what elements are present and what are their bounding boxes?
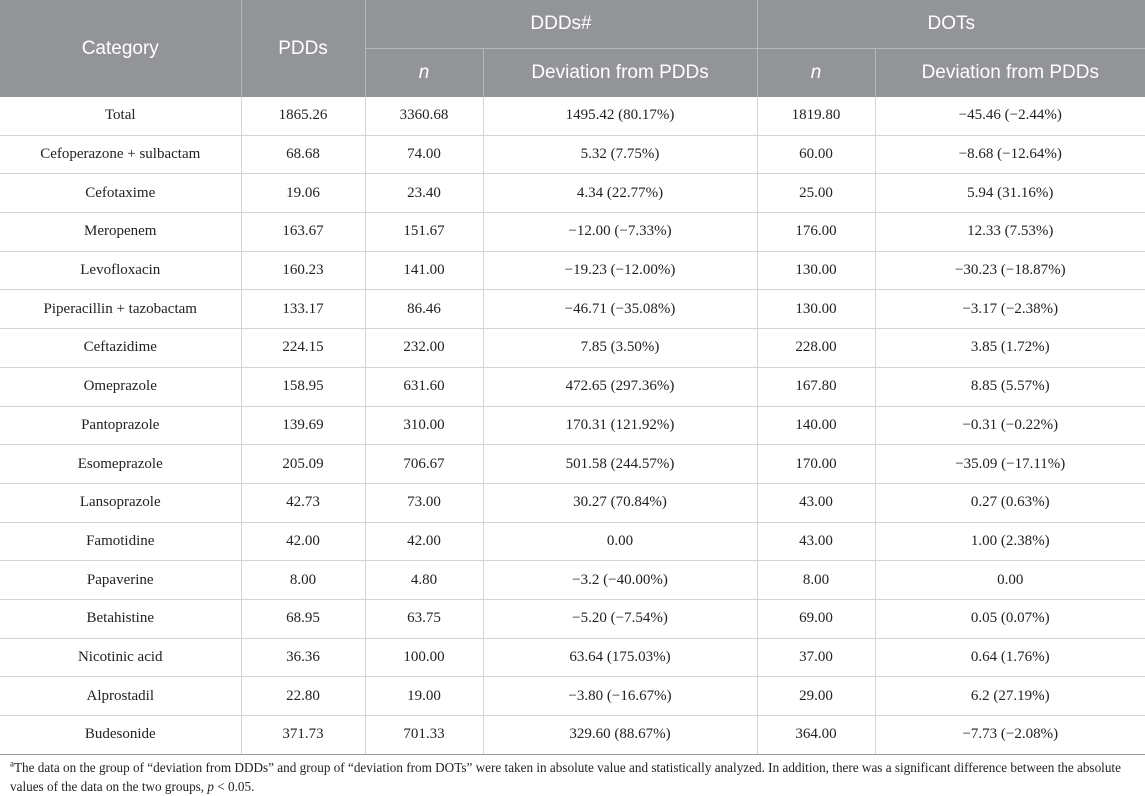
cell-category: Esomeprazole <box>0 445 241 484</box>
cell-dots-deviation: −45.46 (−2.44%) <box>875 97 1145 135</box>
cell-ddds-n: 19.00 <box>365 677 483 716</box>
cell-ddds-n: 631.60 <box>365 367 483 406</box>
cell-dots-n: 43.00 <box>757 522 875 561</box>
cell-ddds-deviation: −3.80 (−16.67%) <box>483 677 757 716</box>
cell-ddds-deviation: −3.2 (−40.00%) <box>483 561 757 600</box>
header-dots-group: DOTs <box>757 0 1145 49</box>
table-row <box>0 716 1145 755</box>
table-row <box>0 599 1145 638</box>
cell-pdds: 224.15 <box>241 329 365 368</box>
cell-category: Betahistine <box>0 599 241 638</box>
cell-ddds-n: 74.00 <box>365 135 483 174</box>
cell-ddds-n: 86.46 <box>365 290 483 329</box>
table-row <box>0 97 1145 135</box>
cell-pdds: 1865.26 <box>241 97 365 135</box>
cell-dots-n: 25.00 <box>757 174 875 213</box>
cell-category: Omeprazole <box>0 367 241 406</box>
cell-dots-n: 29.00 <box>757 677 875 716</box>
table-row <box>0 174 1145 213</box>
header-row-1 <box>0 0 1145 49</box>
cell-category: Lansoprazole <box>0 483 241 522</box>
cell-dots-deviation: 3.85 (1.72%) <box>875 329 1145 368</box>
cell-category: Piperacillin + tazobactam <box>0 290 241 329</box>
cell-category: Meropenem <box>0 213 241 252</box>
cell-ddds-deviation: −19.23 (−12.00%) <box>483 251 757 290</box>
cell-dots-deviation: −3.17 (−2.38%) <box>875 290 1145 329</box>
table-row <box>0 638 1145 677</box>
cell-ddds-n: 42.00 <box>365 522 483 561</box>
cell-pdds: 42.73 <box>241 483 365 522</box>
cell-dots-n: 140.00 <box>757 406 875 445</box>
table-row <box>0 329 1145 368</box>
table-row <box>0 251 1145 290</box>
cell-category: Cefotaxime <box>0 174 241 213</box>
cell-category: Ceftazidime <box>0 329 241 368</box>
cell-ddds-n: 63.75 <box>365 599 483 638</box>
cell-category: Pantoprazole <box>0 406 241 445</box>
header-category: Category <box>0 0 241 97</box>
cell-dots-n: 60.00 <box>757 135 875 174</box>
table-row <box>0 445 1145 484</box>
table-footnote <box>10 758 1135 796</box>
cell-ddds-deviation: 5.32 (7.75%) <box>483 135 757 174</box>
table-row <box>0 522 1145 561</box>
header-pdds: PDDs <box>241 0 365 97</box>
cell-pdds: 22.80 <box>241 677 365 716</box>
cell-dots-deviation: −30.23 (−18.87%) <box>875 251 1145 290</box>
cell-dots-deviation: 0.27 (0.63%) <box>875 483 1145 522</box>
cell-ddds-n: 3360.68 <box>365 97 483 135</box>
cell-ddds-deviation: 329.60 (88.67%) <box>483 716 757 755</box>
cell-category: Cefoperazone + sulbactam <box>0 135 241 174</box>
footnote-p-symbol: p <box>207 779 214 794</box>
cell-dots-deviation: 5.94 (31.16%) <box>875 174 1145 213</box>
cell-category: Levofloxacin <box>0 251 241 290</box>
cell-dots-n: 130.00 <box>757 290 875 329</box>
header-ddds-deviation: Deviation from PDDs <box>483 49 757 98</box>
table-row <box>0 677 1145 716</box>
cell-category: Alprostadil <box>0 677 241 716</box>
cell-dots-n: 69.00 <box>757 599 875 638</box>
cell-pdds: 68.95 <box>241 599 365 638</box>
table-row <box>0 290 1145 329</box>
cell-dots-n: 43.00 <box>757 483 875 522</box>
cell-ddds-deviation: 501.58 (244.57%) <box>483 445 757 484</box>
cell-dots-deviation: −35.09 (−17.11%) <box>875 445 1145 484</box>
cell-ddds-deviation: 63.64 (175.03%) <box>483 638 757 677</box>
cell-dots-deviation: −8.68 (−12.64%) <box>875 135 1145 174</box>
cell-ddds-n: 73.00 <box>365 483 483 522</box>
cell-ddds-n: 310.00 <box>365 406 483 445</box>
header-dots-deviation: Deviation from PDDs <box>875 49 1145 98</box>
cell-category: Budesonide <box>0 716 241 755</box>
header-dots-n: n <box>757 49 875 98</box>
cell-dots-n: 364.00 <box>757 716 875 755</box>
footnote-mark: a <box>10 758 14 769</box>
table-header <box>0 0 1145 97</box>
cell-dots-n: 170.00 <box>757 445 875 484</box>
cell-pdds: 42.00 <box>241 522 365 561</box>
cell-dots-deviation: 1.00 (2.38%) <box>875 522 1145 561</box>
cell-pdds: 139.69 <box>241 406 365 445</box>
cell-category: Nicotinic acid <box>0 638 241 677</box>
cell-ddds-deviation: −12.00 (−7.33%) <box>483 213 757 252</box>
cell-ddds-deviation: −46.71 (−35.08%) <box>483 290 757 329</box>
cell-pdds: 160.23 <box>241 251 365 290</box>
cell-category: Papaverine <box>0 561 241 600</box>
cell-ddds-n: 141.00 <box>365 251 483 290</box>
cell-dots-n: 37.00 <box>757 638 875 677</box>
cell-pdds: 163.67 <box>241 213 365 252</box>
footnote-text-end: < 0.05. <box>214 779 255 794</box>
cell-dots-deviation: 0.05 (0.07%) <box>875 599 1145 638</box>
cell-ddds-deviation: 30.27 (70.84%) <box>483 483 757 522</box>
cell-dots-n: 167.80 <box>757 367 875 406</box>
cell-ddds-deviation: −5.20 (−7.54%) <box>483 599 757 638</box>
cell-dots-deviation: −0.31 (−0.22%) <box>875 406 1145 445</box>
cell-dots-deviation: −7.73 (−2.08%) <box>875 716 1145 755</box>
cell-dots-n: 228.00 <box>757 329 875 368</box>
cell-ddds-deviation: 7.85 (3.50%) <box>483 329 757 368</box>
table-row <box>0 135 1145 174</box>
cell-ddds-deviation: 472.65 (297.36%) <box>483 367 757 406</box>
cell-category: Famotidine <box>0 522 241 561</box>
cell-ddds-n: 232.00 <box>365 329 483 368</box>
cell-ddds-n: 151.67 <box>365 213 483 252</box>
table-row <box>0 367 1145 406</box>
cell-category: Total <box>0 97 241 135</box>
table-row <box>0 561 1145 600</box>
header-ddds-group: DDDs# <box>365 0 757 49</box>
cell-dots-n: 176.00 <box>757 213 875 252</box>
cell-ddds-deviation: 0.00 <box>483 522 757 561</box>
header-ddds-n: n <box>365 49 483 98</box>
cell-pdds: 158.95 <box>241 367 365 406</box>
table-row <box>0 406 1145 445</box>
cell-dots-deviation: 0.00 <box>875 561 1145 600</box>
cell-pdds: 205.09 <box>241 445 365 484</box>
footnote-text: The data on the group of “deviation from DDDs” and group of “deviation from DOTs” were taken in absolute value and statistically analyzed. In addition, there was a significant difference between the absolute values of the data on the two groups, <box>10 760 1121 794</box>
cell-ddds-n: 701.33 <box>365 716 483 755</box>
cell-pdds: 8.00 <box>241 561 365 600</box>
cell-dots-n: 1819.80 <box>757 97 875 135</box>
cell-dots-n: 130.00 <box>757 251 875 290</box>
cell-ddds-n: 4.80 <box>365 561 483 600</box>
cell-ddds-n: 706.67 <box>365 445 483 484</box>
cell-dots-deviation: 8.85 (5.57%) <box>875 367 1145 406</box>
cell-ddds-deviation: 170.31 (121.92%) <box>483 406 757 445</box>
table-row <box>0 483 1145 522</box>
table-row <box>0 213 1145 252</box>
cell-dots-deviation: 12.33 (7.53%) <box>875 213 1145 252</box>
cell-dots-deviation: 0.64 (1.76%) <box>875 638 1145 677</box>
cell-pdds: 133.17 <box>241 290 365 329</box>
cell-ddds-n: 100.00 <box>365 638 483 677</box>
cell-ddds-n: 23.40 <box>365 174 483 213</box>
cell-pdds: 68.68 <box>241 135 365 174</box>
cell-pdds: 19.06 <box>241 174 365 213</box>
table-body <box>0 97 1145 754</box>
cell-pdds: 36.36 <box>241 638 365 677</box>
cell-ddds-deviation: 1495.42 (80.17%) <box>483 97 757 135</box>
cell-pdds: 371.73 <box>241 716 365 755</box>
cell-dots-n: 8.00 <box>757 561 875 600</box>
cell-dots-deviation: 6.2 (27.19%) <box>875 677 1145 716</box>
cell-ddds-deviation: 4.34 (22.77%) <box>483 174 757 213</box>
